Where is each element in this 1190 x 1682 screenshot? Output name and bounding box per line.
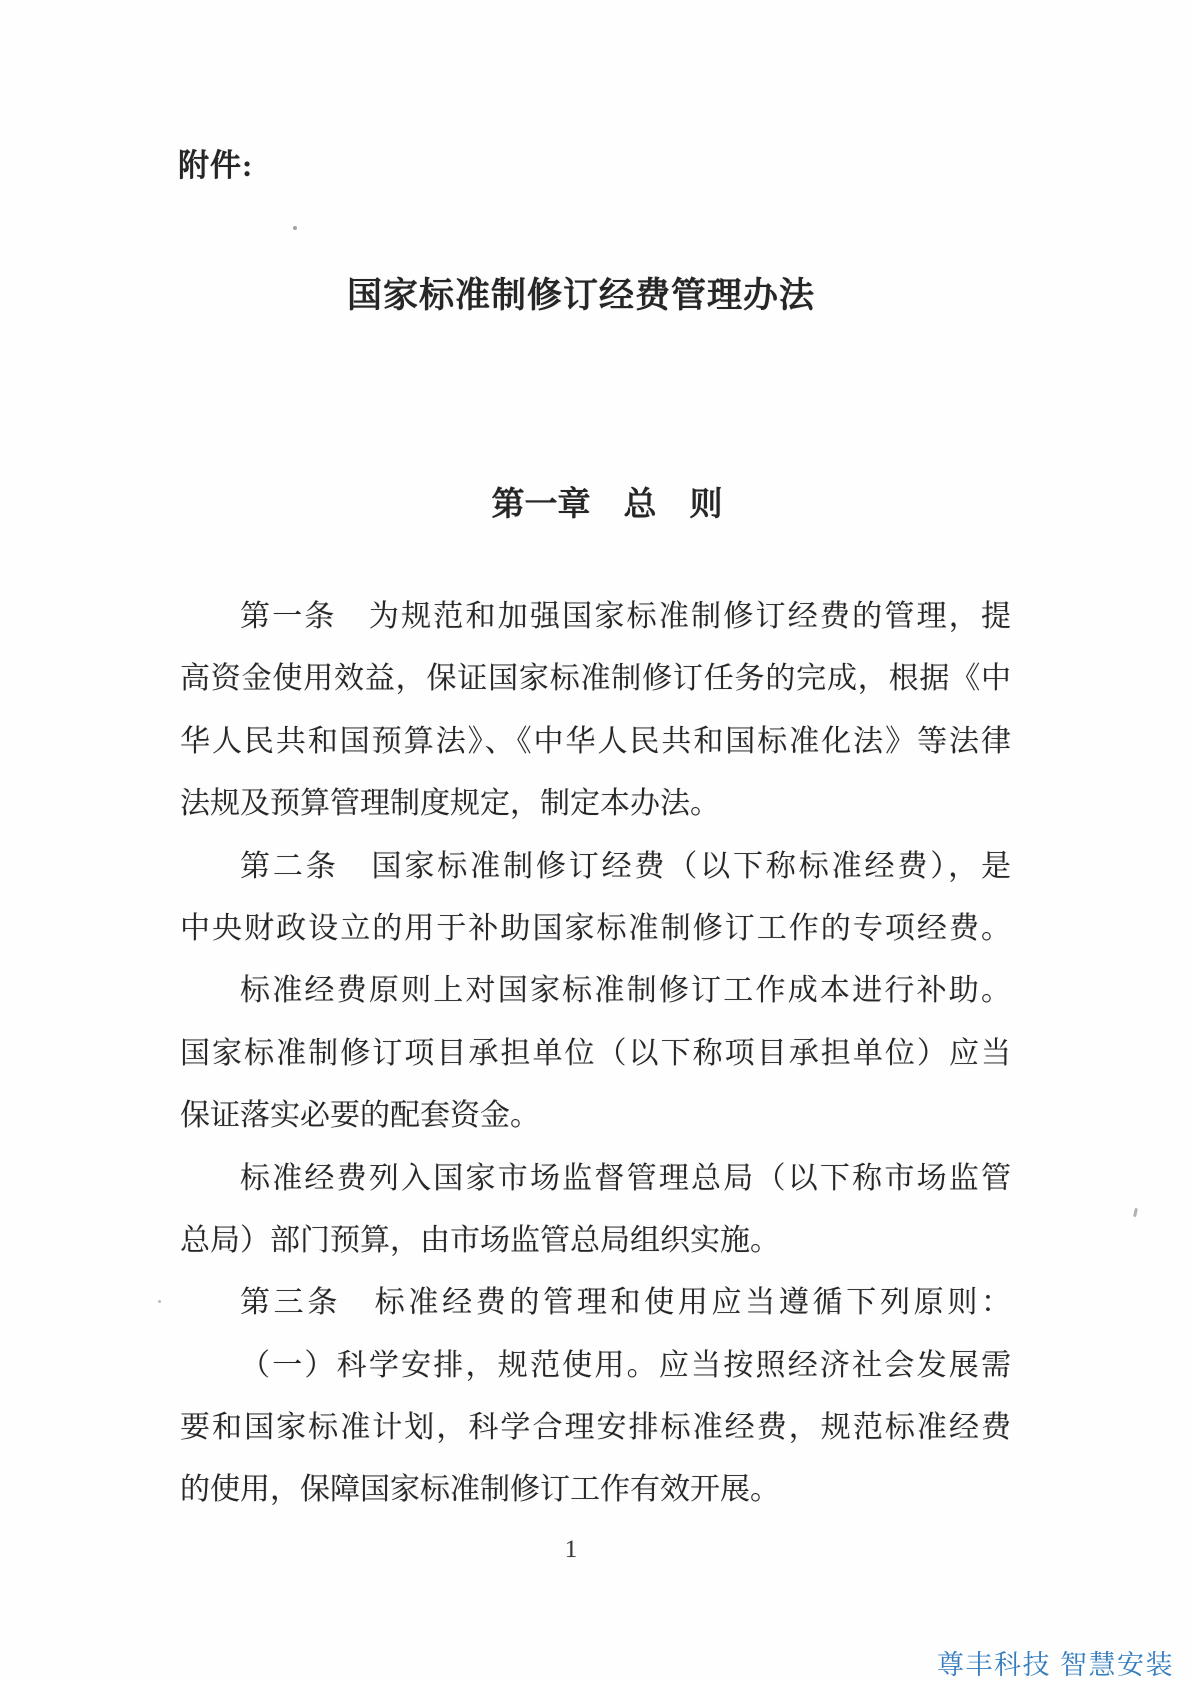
attachment-label: 附件: xyxy=(178,148,254,183)
body-line: 的使用，保障国家标准制修订工作有效开展。 xyxy=(180,1473,780,1507)
chapter-heading: 第一章 总 则 xyxy=(491,487,723,523)
body-line: 法规及预算管理制度规定，制定本办法。 xyxy=(180,787,720,821)
body-line: 总局）部门预算，由市场监管总局组织实施。 xyxy=(180,1223,780,1257)
page-number: 1 xyxy=(564,1536,578,1563)
body-line: 第二条 国家标准制修订经费（以下称标准经费），是 xyxy=(240,849,1011,883)
document-body xyxy=(180,586,1011,1522)
body-line: 标准经费列入国家市场监督管理总局（以下称市场监管 xyxy=(240,1161,1011,1195)
scan-speck xyxy=(158,1300,161,1303)
body-line: 保证落实必要的配套资金。 xyxy=(180,1099,540,1133)
body-line: 第三条 标准经费的管理和使用应当遵循下列原则： xyxy=(240,1286,1011,1320)
body-line: 高资金使用效益，保证国家标准制修订任务的完成，根据《中 xyxy=(180,662,1011,696)
document-title: 国家标准制修订经费管理办法 xyxy=(346,276,815,315)
scan-speck xyxy=(1133,1208,1138,1217)
body-line: 华人民共和国预算法》、《中华人民共和国标准化法》等法律 xyxy=(180,724,1011,758)
watermark-text: 尊丰科技 智慧安装 xyxy=(936,1650,1174,1680)
body-line: （一）科学安排，规范使用。应当按照经济社会发展需 xyxy=(240,1348,1011,1382)
body-line: 第一条 为规范和加强国家标准制修订经费的管理，提 xyxy=(240,600,1011,633)
body-line: 国家标准制修订项目承担单位（以下称项目承担单位）应当 xyxy=(180,1036,1011,1070)
body-line: 中央财政设立的用于补助国家标准制修订工作的专项经费。 xyxy=(180,911,1011,945)
body-line: 标准经费原则上对国家标准制修订工作成本进行补助。 xyxy=(240,974,1011,1008)
body-line: 要和国家标准计划，科学合理安排标准经费，规范标准经费 xyxy=(180,1411,1011,1445)
scan-speck xyxy=(293,226,297,230)
